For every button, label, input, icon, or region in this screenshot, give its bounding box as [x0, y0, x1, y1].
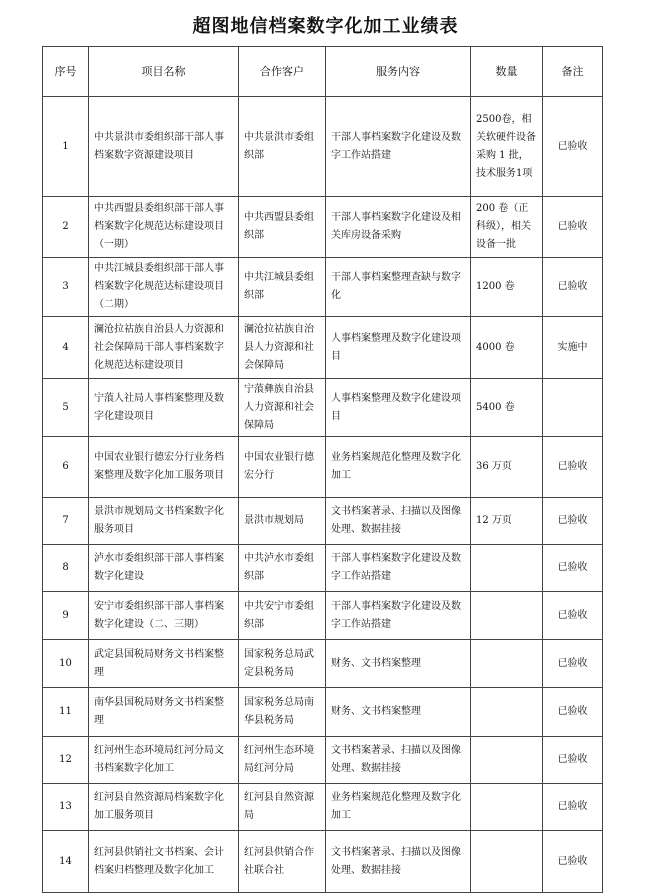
row-no: 12 — [43, 737, 89, 784]
table-row — [43, 258, 603, 317]
table-row — [43, 197, 603, 258]
column-header-project: 项目名称 — [89, 47, 239, 97]
row-project: 中共景洪市委组织部干部人事档案数字资源建设项目 — [89, 97, 239, 197]
row-client: 宁蒗彝族自治县人力资源和社会保障局 — [239, 379, 326, 437]
row-qty: 4000 卷 — [471, 317, 543, 379]
table-header-row — [43, 47, 603, 97]
column-header-qty: 数量 — [471, 47, 543, 97]
row-note: 已验收 — [543, 545, 603, 592]
row-project: 安宁市委组织部干部人事档案数字化建设（二、三期） — [89, 592, 239, 640]
row-project: 中国农业银行德宏分行业务档案整理及数字化加工服务项目 — [89, 437, 239, 498]
row-note: 已验收 — [543, 197, 603, 258]
row-note: 已验收 — [543, 688, 603, 737]
row-client: 国家税务总局武定县税务局 — [239, 640, 326, 688]
row-no: 2 — [43, 197, 89, 258]
row-qty — [471, 640, 543, 688]
row-service: 干部人事档案数字化建设及相关库房设备采购 — [326, 197, 471, 258]
row-project: 澜沧拉祜族自治县人力资源和社会保障局干部人事档案数字化规范达标建设项目 — [89, 317, 239, 379]
table-row — [43, 640, 603, 688]
row-project: 红河州生态环境局红河分局文书档案数字化加工 — [89, 737, 239, 784]
row-project: 武定县国税局财务文书档案整理 — [89, 640, 239, 688]
row-qty — [471, 688, 543, 737]
row-note: 已验收 — [543, 640, 603, 688]
row-service: 财务、文书档案整理 — [326, 688, 471, 737]
table-row — [43, 831, 603, 893]
row-service: 业务档案规范化整理及数字化加工 — [326, 437, 471, 498]
row-note: 已验收 — [543, 831, 603, 893]
row-no: 3 — [43, 258, 89, 317]
row-no: 4 — [43, 317, 89, 379]
table-row — [43, 688, 603, 737]
row-note: 已验收 — [543, 97, 603, 197]
table-row — [43, 97, 603, 197]
table-row — [43, 737, 603, 784]
row-service: 干部人事档案整理查缺与数字化 — [326, 258, 471, 317]
row-client: 中共泸水市委组织部 — [239, 545, 326, 592]
row-note: 已验收 — [543, 737, 603, 784]
row-qty — [471, 592, 543, 640]
row-qty: 12 万页 — [471, 498, 543, 545]
row-project: 红河县供销社文书档案、会计档案归档整理及数字化加工 — [89, 831, 239, 893]
row-client: 中共西盟县委组织部 — [239, 197, 326, 258]
row-note: 已验收 — [543, 437, 603, 498]
row-no: 7 — [43, 498, 89, 545]
row-service: 干部人事档案数字化建设及数字工作站搭建 — [326, 545, 471, 592]
row-service: 财务、文书档案整理 — [326, 640, 471, 688]
table-row — [43, 379, 603, 437]
row-note — [543, 379, 603, 437]
row-no: 9 — [43, 592, 89, 640]
row-no: 13 — [43, 784, 89, 831]
row-client: 澜沧拉祜族自治县人力资源和社会保障局 — [239, 317, 326, 379]
row-qty: 200 卷（正科级），相关设备一批 — [471, 197, 543, 258]
row-project: 中共江城县委组织部干部人事档案数字化规范达标建设项目（二期） — [89, 258, 239, 317]
table-row — [43, 317, 603, 379]
row-service: 文书档案著录、扫描以及图像处理、数据挂接 — [326, 737, 471, 784]
column-header-note: 备注 — [543, 47, 603, 97]
row-project: 宁蒗人社局人事档案整理及数字化建设项目 — [89, 379, 239, 437]
row-project: 南华县国税局财务文书档案整理 — [89, 688, 239, 737]
row-qty — [471, 831, 543, 893]
row-project: 中共西盟县委组织部干部人事档案数字化规范达标建设项目（一期） — [89, 197, 239, 258]
table-row — [43, 784, 603, 831]
row-client: 中国农业银行德宏分行 — [239, 437, 326, 498]
row-qty — [471, 545, 543, 592]
row-client: 国家税务总局南华县税务局 — [239, 688, 326, 737]
row-no: 11 — [43, 688, 89, 737]
row-qty: 5400 卷 — [471, 379, 543, 437]
row-note: 实施中 — [543, 317, 603, 379]
row-qty: 2500卷，相关软硬件设备采购 1 批，技术服务1项 — [471, 97, 543, 197]
table-row — [43, 498, 603, 545]
column-header-service: 服务内容 — [326, 47, 471, 97]
row-qty: 36 万页 — [471, 437, 543, 498]
row-note: 已验收 — [543, 498, 603, 545]
page-title: 超图地信档案数字化加工业绩表 — [192, 16, 459, 37]
row-client: 景洪市规划局 — [239, 498, 326, 545]
performance-table — [42, 46, 603, 893]
row-client: 中共江城县委组织部 — [239, 258, 326, 317]
row-project: 泸水市委组织部干部人事档案数字化建设 — [89, 545, 239, 592]
row-service: 文书档案著录、扫描以及图像处理、数据挂接 — [326, 831, 471, 893]
row-service: 干部人事档案数字化建设及数字工作站搭建 — [326, 592, 471, 640]
row-note: 已验收 — [543, 592, 603, 640]
row-project: 景洪市规划局文书档案数字化服务项目 — [89, 498, 239, 545]
row-client: 红河县供销合作社联合社 — [239, 831, 326, 893]
row-no: 8 — [43, 545, 89, 592]
column-header-client: 合作客户 — [239, 47, 326, 97]
row-note: 已验收 — [543, 784, 603, 831]
row-no: 14 — [43, 831, 89, 893]
row-note: 已验收 — [543, 258, 603, 317]
row-no: 10 — [43, 640, 89, 688]
row-no: 5 — [43, 379, 89, 437]
column-header-no: 序号 — [43, 47, 89, 97]
row-no: 1 — [43, 97, 89, 197]
row-service: 干部人事档案数字化建设及数字工作站搭建 — [326, 97, 471, 197]
row-qty — [471, 737, 543, 784]
row-client: 红河州生态环境局红河分局 — [239, 737, 326, 784]
table-row — [43, 437, 603, 498]
row-project: 红河县自然资源局档案数字化加工服务项目 — [89, 784, 239, 831]
row-qty — [471, 784, 543, 831]
table-row — [43, 592, 603, 640]
row-service: 人事档案整理及数字化建设项目 — [326, 317, 471, 379]
row-service: 业务档案规范化整理及数字化加工 — [326, 784, 471, 831]
row-client: 红河县自然资源局 — [239, 784, 326, 831]
row-client: 中共安宁市委组织部 — [239, 592, 326, 640]
row-no: 6 — [43, 437, 89, 498]
row-service: 文书档案著录、扫描以及图像处理、数据挂接 — [326, 498, 471, 545]
row-qty: 1200 卷 — [471, 258, 543, 317]
table-row — [43, 545, 603, 592]
row-service: 人事档案整理及数字化建设项目 — [326, 379, 471, 437]
row-client: 中共景洪市委组织部 — [239, 97, 326, 197]
